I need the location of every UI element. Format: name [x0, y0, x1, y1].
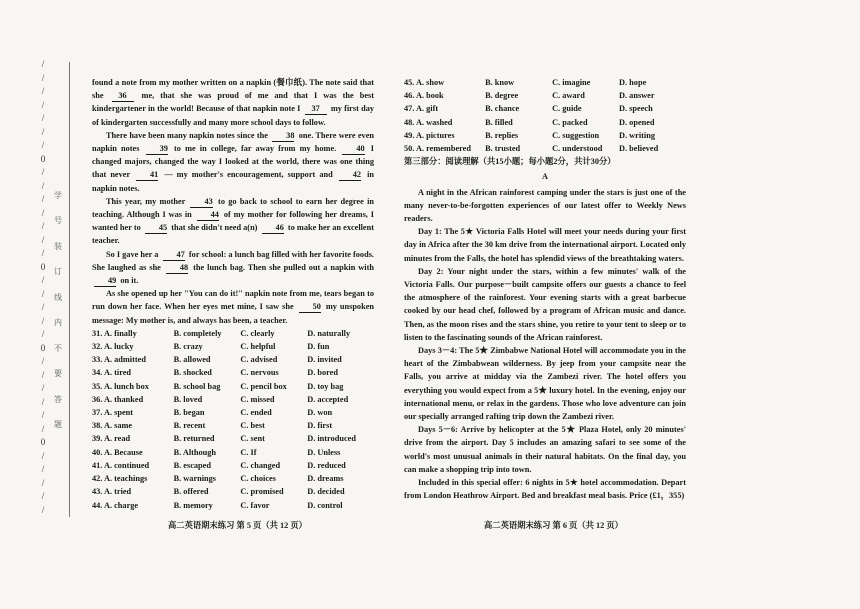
option: D. naturally	[307, 328, 351, 338]
option: D. hope	[619, 78, 647, 87]
cut-mark: 0	[40, 437, 46, 447]
blank-42: 42	[339, 170, 361, 181]
blank-39: 39	[146, 144, 168, 155]
option: C. imagine	[552, 78, 591, 87]
question-option-a: 43. A. tried	[92, 487, 132, 497]
option-row	[92, 472, 374, 485]
margin-label: 题	[54, 419, 62, 429]
question-option-a: 38. A. same	[92, 421, 133, 431]
option: D. writing	[619, 130, 655, 140]
reading-paragraph: A night in the African rainforest camping under the stars is just one of the many never-to-be-forgotten experiences of our latest offer to Weekly News readers.	[404, 187, 686, 224]
blank-49: 49	[94, 276, 116, 287]
passage-paragraph-5: As she opened up her "You can do it!" napkin note from me, tears began to run down her face. When her eyes met mine, I saw she 50 my unspoken message: My mother is, and always has been, a teacher.	[92, 289, 374, 325]
cut-line	[38, 60, 48, 515]
option: D. invited	[307, 355, 342, 365]
option: C. ended	[240, 408, 272, 418]
option: C. missed	[240, 394, 275, 404]
cut-mark: /	[41, 126, 45, 137]
cut-mark: /	[41, 477, 45, 488]
option: B. trusted	[485, 144, 521, 154]
passage-paragraph-1: found a note from my mother written on a napkin (餐巾纸). The note said that she 36 me, that she was proud of me and that I was the best kindergartener in the world! Because of that napkin note I 37 my first day of kindergarten successfully and many more school days to follow.	[92, 78, 374, 127]
option-row	[92, 432, 374, 445]
section-title: 第三部分：阅读理解（共15小题；每小题2分，共计30分）	[404, 157, 616, 167]
margin-label: 学	[54, 191, 62, 200]
question-option-a: 49. A. pictures	[404, 130, 455, 140]
cloze-options-continued	[404, 76, 686, 155]
question-option-a: 39. A. read	[92, 434, 131, 444]
option-row	[92, 499, 374, 512]
cut-mark: /	[41, 396, 45, 407]
option: C. If	[240, 447, 257, 457]
option: C. award	[552, 91, 585, 101]
cut-mark: /	[41, 464, 45, 474]
question-option-a: 33. A. admitted	[92, 355, 146, 365]
option: C. favor	[240, 500, 270, 510]
option: D. believed	[619, 144, 659, 154]
option-row	[92, 459, 374, 472]
option: C. understood	[552, 144, 603, 154]
option: D. introduced	[307, 434, 356, 444]
cut-mark: /	[41, 248, 45, 258]
margin-labels	[52, 190, 64, 430]
page-footer-left: 高二英语期末练习 第 5 页（共 12 页）	[168, 521, 307, 530]
option: D. dreams	[307, 474, 344, 484]
question-option-a: 47. A. gift	[404, 104, 439, 114]
cut-mark: 0	[40, 153, 46, 164]
option-row	[92, 393, 374, 406]
page-footer-right: 高二英语期末练习 第 6 页（共 12 页）	[484, 521, 623, 530]
option: B. warnings	[173, 474, 217, 484]
option: B. returned	[173, 434, 215, 444]
question-option-a: 37. A. spent	[92, 408, 134, 418]
option: D. decided	[307, 487, 345, 497]
cloze-options	[92, 327, 374, 512]
cut-mark: /	[41, 59, 45, 69]
option: B. chance	[485, 104, 520, 114]
option: B. crazy	[173, 342, 203, 352]
option: B. degree	[485, 91, 519, 101]
option: B. school bag	[173, 381, 221, 391]
reading-paragraph: Days 3－4: The 5★ Zimbabwe National Hotel will accommodate you in the heart of the Zimbabwean wilderness. By jeep from your campsite near the Falls, you arrive at midday via the Zambezi river. The hotel offers you everything you would expect from a 5★ luxury hotel. In the evening, enjoy our international menu, or relax in the gardens. Those who love adventure can join our specially arranged rafting trip down the Zambezi river.	[404, 346, 686, 422]
cut-mark: /	[41, 288, 45, 299]
option: D. opened	[619, 117, 655, 127]
margin-label: 号	[54, 216, 62, 226]
option: C. choices	[240, 474, 276, 484]
option: B. loved	[173, 394, 203, 404]
option: C. pencil box	[240, 381, 287, 391]
option: D. Unless	[307, 447, 341, 457]
option-row	[92, 406, 374, 419]
option: B. allowed	[173, 355, 211, 365]
question-option-a: 46. A. book	[404, 91, 444, 101]
blank-41: 41	[136, 170, 158, 181]
option-row	[404, 76, 686, 89]
blank-44: 44	[197, 210, 219, 221]
option-row	[92, 380, 374, 393]
blank-47: 47	[163, 250, 185, 261]
option: B. escaped	[173, 460, 211, 470]
margin-label: 订	[54, 267, 62, 277]
right-column	[404, 76, 686, 503]
question-option-a: 31. A. finally	[92, 328, 137, 338]
margin-label: 装	[54, 241, 62, 251]
margin-divider	[69, 62, 70, 517]
passage-paragraph-4: So I gave her a 47 for school: a lunch bag filled with her favorite foods. She laughed as she 48 the lunch bag. Then she pulled out a napkin with 49 on it.	[92, 249, 374, 286]
passage-paragraph-3: This year, my mother 43 to go back to school to earn her degree in teaching. Although I was in 44 of my mother for following her dreams, I wanted her to 45 that she didn't need a(n) 46 to make her an excellent teacher.	[92, 196, 374, 246]
blank-37: 37	[305, 104, 327, 115]
cut-mark: /	[41, 329, 45, 339]
cut-mark: 0	[40, 261, 46, 272]
cut-mark: /	[41, 86, 45, 96]
option: C. suggestion	[552, 130, 600, 140]
cut-mark: /	[41, 167, 45, 177]
cut-mark: /	[41, 221, 45, 231]
option: D. toy bag	[307, 381, 344, 391]
option: C. promised	[240, 487, 284, 497]
option: B. know	[485, 78, 515, 87]
option-row	[404, 89, 686, 102]
option-row	[92, 485, 374, 498]
option-row	[92, 419, 374, 432]
option-row	[404, 116, 686, 129]
blank-45: 45	[145, 223, 167, 234]
blank-48: 48	[166, 263, 188, 274]
cut-mark: /	[41, 234, 45, 245]
cut-mark: /	[41, 369, 45, 380]
option-row	[404, 142, 686, 155]
cut-mark: /	[41, 302, 45, 312]
question-option-a: 32. A. lucky	[92, 342, 134, 352]
binding-margin	[0, 0, 68, 609]
margin-label: 内	[54, 318, 62, 328]
option: D. bored	[307, 368, 338, 378]
option: D. accepted	[307, 394, 349, 404]
cut-mark: /	[41, 504, 45, 515]
cut-mark: 0	[40, 342, 46, 353]
margin-label: 答	[54, 394, 62, 404]
option: C. helpful	[240, 342, 276, 352]
question-option-a: 45. A. show	[404, 78, 445, 87]
option-row	[92, 327, 374, 340]
cut-mark: /	[41, 275, 45, 285]
option: B. recent	[173, 421, 206, 431]
blank-36: 36	[112, 91, 134, 102]
question-option-a: 50. A. remembered	[404, 144, 471, 154]
question-option-a: 34. A. tired	[92, 368, 132, 378]
option-row	[404, 102, 686, 115]
blank-50: 50	[299, 302, 321, 313]
option: C. changed	[240, 460, 281, 470]
question-option-a: 35. A. lunch box	[92, 381, 149, 391]
option: B. offered	[173, 487, 209, 497]
question-option-a: 44. A. charge	[92, 500, 139, 510]
cut-mark: /	[41, 99, 45, 110]
question-option-a: 42. A. teachings	[92, 474, 148, 484]
option: C. guide	[552, 104, 582, 114]
cut-mark: /	[41, 140, 45, 150]
margin-label: 线	[54, 292, 62, 302]
option-row	[92, 340, 374, 353]
option: C. sent	[240, 434, 265, 444]
option: D. control	[307, 500, 343, 510]
cut-mark: /	[41, 423, 45, 434]
question-option-a: 36. A. thanked	[92, 394, 144, 404]
option-row	[92, 366, 374, 379]
reading-paragraph: Included in this special offer: 6 nights in 5★ hotel accommodation. Depart from London Heathrow Airport. Bed and breakfast meal basis. Price (£1，355)	[404, 478, 686, 501]
cut-mark: /	[41, 383, 45, 393]
cut-mark: /	[41, 72, 45, 83]
option: B. completely	[173, 328, 222, 338]
option: B. began	[173, 408, 205, 418]
question-option-a: 40. A. Because	[92, 447, 143, 457]
cut-mark: /	[41, 194, 45, 204]
margin-label: 不	[54, 343, 62, 353]
option-row	[92, 446, 374, 459]
blank-40: 40	[342, 144, 364, 155]
cut-mark: /	[41, 450, 45, 461]
option: D. fun	[307, 342, 330, 352]
left-column	[92, 76, 374, 512]
option: B. Although	[173, 447, 217, 457]
option: B. replies	[485, 130, 519, 140]
cut-mark: /	[41, 315, 45, 326]
cut-mark: /	[41, 410, 45, 420]
cut-mark: /	[41, 113, 45, 123]
passage-letter: A	[542, 172, 548, 182]
question-option-a: 41. A. continued	[92, 460, 150, 470]
option: B. shocked	[173, 368, 212, 378]
reading-paragraph: Day 1: The 5★ Victoria Falls Hotel will meet your needs during your first day in Africa after the 30 km drive from the international airport. Located only minutes from the Falls, the hotel has splendid views of the breathtaking waters.	[404, 227, 686, 263]
option: D. speech	[619, 104, 653, 114]
option: D. answer	[619, 91, 655, 101]
option: B. filled	[485, 117, 513, 127]
cut-mark: /	[41, 180, 45, 191]
blank-46: 46	[262, 223, 284, 234]
cut-mark: /	[41, 356, 45, 366]
option: D. won	[307, 408, 333, 418]
question-option-a: 48. A. washed	[404, 117, 453, 127]
reading-paragraph: Day 2: Your night under the stars, within a few minutes' walk of the Victoria Falls. Our purpose－built campsite offers our guests a chance to feel the atmosphere of the rainforest. Your evening starts with a great barbecue cooked by our head chef, followed by a program of African music and dance. Then, as the moon rises and the stars shine, you retire to your tent to sleep or to listen to the fascinating sounds of the African rainforest.	[404, 266, 686, 342]
blank-38: 38	[272, 131, 294, 142]
option: C. best	[240, 421, 265, 431]
option: D. reduced	[307, 460, 346, 470]
option: C. advised	[240, 355, 278, 365]
option: C. clearly	[240, 328, 275, 338]
option: B. memory	[173, 500, 213, 510]
option-row	[404, 129, 686, 142]
cut-mark: /	[41, 491, 45, 501]
cut-mark: /	[41, 207, 45, 218]
passage-paragraph-2: There have been many napkin notes since the 38 one. There were even napkin notes 39 to me in college, far away from my home. 40 I changed majors, changed the way I looked at the world, there was one thing that never 41 — my mother's encouragement, support and 42 in napkin notes.	[92, 130, 374, 193]
option: D. first	[307, 421, 333, 431]
option: C. packed	[552, 117, 588, 127]
option-row	[92, 353, 374, 366]
reading-passage	[404, 186, 686, 503]
option: C. nervous	[240, 368, 279, 378]
margin-label: 要	[54, 369, 62, 379]
blank-43: 43	[190, 197, 212, 208]
reading-paragraph: Days 5－6: Arrive by helicopter at the 5★ Plaza Hotel, only 20 minutes' drive from the airport. Day 5 includes an amazing safari to see some of the world's most unusual animals in their natural habitats. On the final day, you can make a shopping trip into town.	[404, 425, 686, 474]
